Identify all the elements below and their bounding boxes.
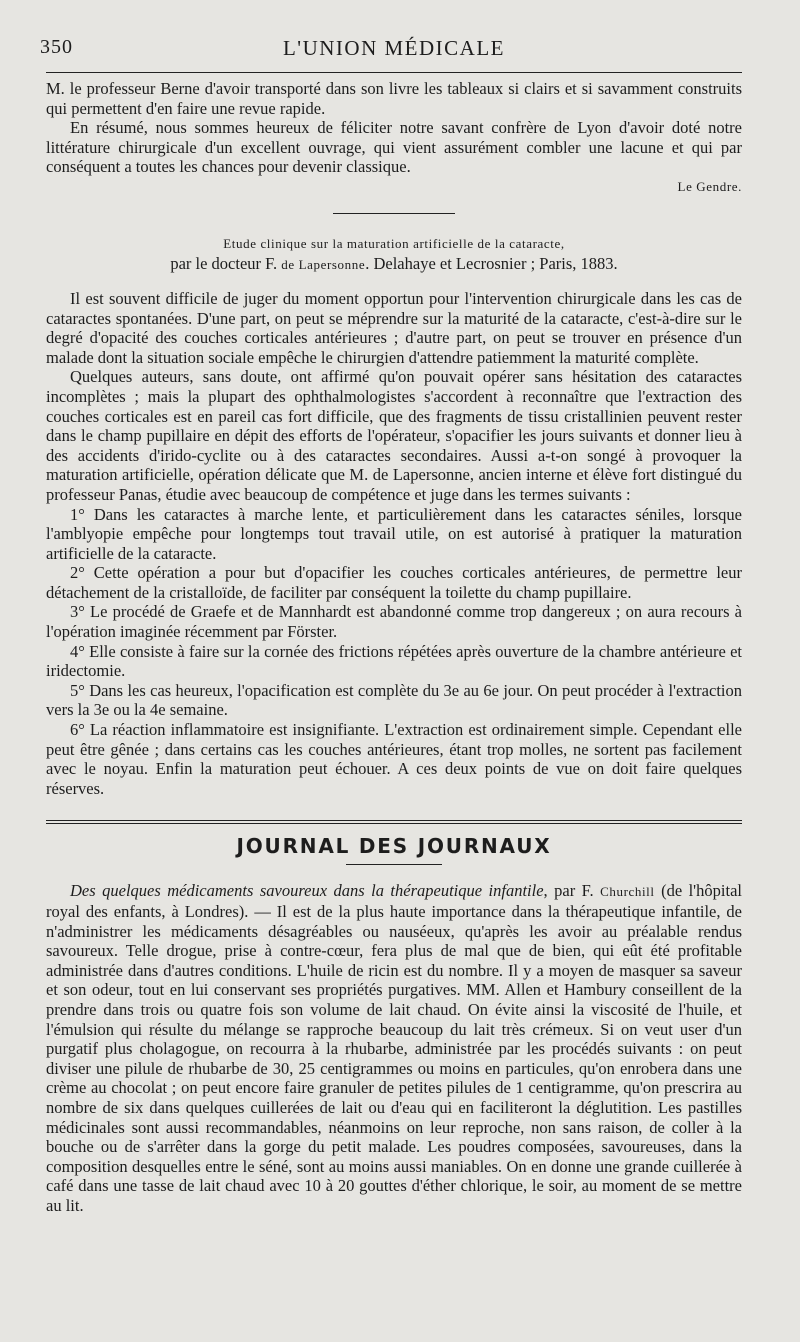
review-signature: Le Gendre. (677, 178, 742, 194)
book-title: Etude clinique sur la maturation artificielle de la cataracte, (223, 235, 565, 251)
separator-rule (333, 213, 455, 214)
article-body: (de l'hôpital royal des enfants, à Londres). — Il est de la plus haute importance dans la thérapeutique infantile, de n'administrer les médicaments désagréables ou nauséeux, qu'après les avoir au préalable rendus savoureux. Telle drogue, prise à contre-cœur, fera plus de mal que de bien, qui eût été profitable administrée dans d'autres conditions. L'huile de ricin est du nombre. Il y a moyen de masquer sa saveur et son odeur, tout en lui conservant ses propriétés purgatives. MM. Allen et Hambury conseillent de la prendre dans trois ou quatre fois son volume de lait chaud. On évite ainsi la viscosité de l'huile, et l'émulsion qui résulte du mélange se rapproche beaucoup du lait très crémeux. Si on veut user d'un purgatif plus cholagogue, on recourra à la rhubarbe, administrée par les procédés suivants : on peut diviser une pilule de rhubarbe de 30, 25 centigrammes ou moins en particules, qu'on enrobera dans une crème au chocolat ; on peut encore faire granuler de petites pilules de 1 centigramme, qu'on prescrira au nombre de six dans quelques cuillerées de lait ou d'eau qui en faciliteront la déglutition. Les pastilles médicinales sont aussi recommandables, néanmoins on leur reproche, non sans raison, de coller à la bouche ou de s'arrêter dans la gorge du petit malade. Les poudres composées, savoureuses, dans la composition desquelles entre le séné, sont au moins aussi maniables. On en donne une grande cuillerée à café dans une tasse de lait chaud avec 10 à 20 gouttes d'éther chlorique, le soir, au moment de se mettre au lit. (46, 881, 742, 1215)
conclusion-item: 6° La réaction inflammatoire est insignifiante. L'extraction est ordinairement simple. Cependant elle peut être gênée ; dans certains cas les couches antérieures, étant trop molles, ne sortent pas facilement avec le noyau. Enfin la maturation peut échouer. A ces deux points de vue on doit faire quelques réserves. (46, 720, 742, 798)
conclusion-item: 4° Elle consiste à faire sur la cornée des frictions répétées après ouverture de la chambre antérieure et iridectomie. (46, 641, 742, 681)
body-paragraph: Il est souvent difficile de juger du moment opportun pour l'intervention chirurgicale dans les cas de cataractes spontanées. D'une part, on peut se méprendre sur la maturité de la cataracte, c'est-à-dire sur le degré d'opacité des couches corticales antérieures ; d'autre part, on peut se trouver en présence d'un malade dont la situation sociale empêche le chirurgien d'attendre patiemment la maturité complète. (46, 288, 742, 367)
author-name: de Lapersonne (281, 256, 366, 272)
journal-title: L'UNION MÉDICALE (282, 36, 505, 60)
article-author: Churchill (600, 884, 655, 900)
conclusion-item: 3° Le procédé de Graefe et de Mannhardt est abandonné comme trop dangereux ; on aura recours à l'opération imaginée récemment par Förster. (46, 602, 742, 642)
publisher: . Delahaye et Lecrosnier ; Paris, 1883. (365, 253, 618, 273)
section-heading: JOURNAL DES JOURNAUX (236, 834, 552, 859)
section-double-rule (46, 820, 742, 824)
article-title: Des quelques médicaments savoureux dans la thérapeutique infantile (70, 881, 544, 901)
running-header (40, 30, 742, 64)
conclusion-item: 2° Cette opération a pour but d'opacifier les couches corticales antérieures, de permettre leur détachement de la cristalloïde, de faciliter par conséquent la toilette du champ pupillaire. (46, 563, 742, 602)
review-continuation: M. le professeur Berne d'avoir transporté dans son livre les tableaux si clairs et si savamment construits qui permettent d'en faire une revue rapide. (46, 79, 742, 118)
article-paragraph (46, 881, 742, 1215)
section-rule (346, 864, 442, 865)
body-paragraph: Quelques auteurs, sans doute, ont affirmé qu'on pouvait opérer sans hésitation des cataractes incomplètes ; mais la plupart des ophthalmologistes s'accordent à reconnaître que l'extraction des couches corticales est en pareil cas fort difficile, que des fragments de tissu cristallinien peuvent rester dans le champ pupillaire en dépit des efforts de l'opérateur, s'opacifier les jours suivants et donner lieu à des accidents d'irido-cyclite ou à des cataractes secondaires. Aussi a-t-on songé à provoquer la maturation artificielle, opération délicate que M. de Lapersonne, ancien interne et élève fort distingué du professeur Panas, étudie avec beaucoup de compétence et juge dans les termes suivants : (46, 367, 742, 504)
review-conclusion: En résumé, nous sommes heureux de féliciter notre savant confrère de Lyon d'avoir doté notre littérature chirurgicale d'un excellent ouvrage, qui vient assurément combler une lacune et qui par conséquent a toutes les chances pour devenir classique. (46, 118, 742, 177)
header-rule (46, 72, 742, 73)
conclusion-item: 5° Dans les cas heureux, l'opacification est complète du 3e au 6e jour. On peut procéder à l'extraction vers la 3e ou la 4e semaine. (46, 680, 742, 720)
article-author-prefix: , par F. (543, 881, 601, 901)
conclusion-item: 1° Dans les cataractes à marche lente, et particulièrement dans les cataractes séniles, lorsque l'amblyopie empêche pour longtemps tout travail utile, on est autorisé à pratiquer la maturation artificielle de la cataracte. (46, 504, 742, 563)
book-citation (46, 254, 742, 275)
author-prefix: par le docteur F. (170, 253, 282, 273)
page-number: 350 (40, 36, 73, 58)
